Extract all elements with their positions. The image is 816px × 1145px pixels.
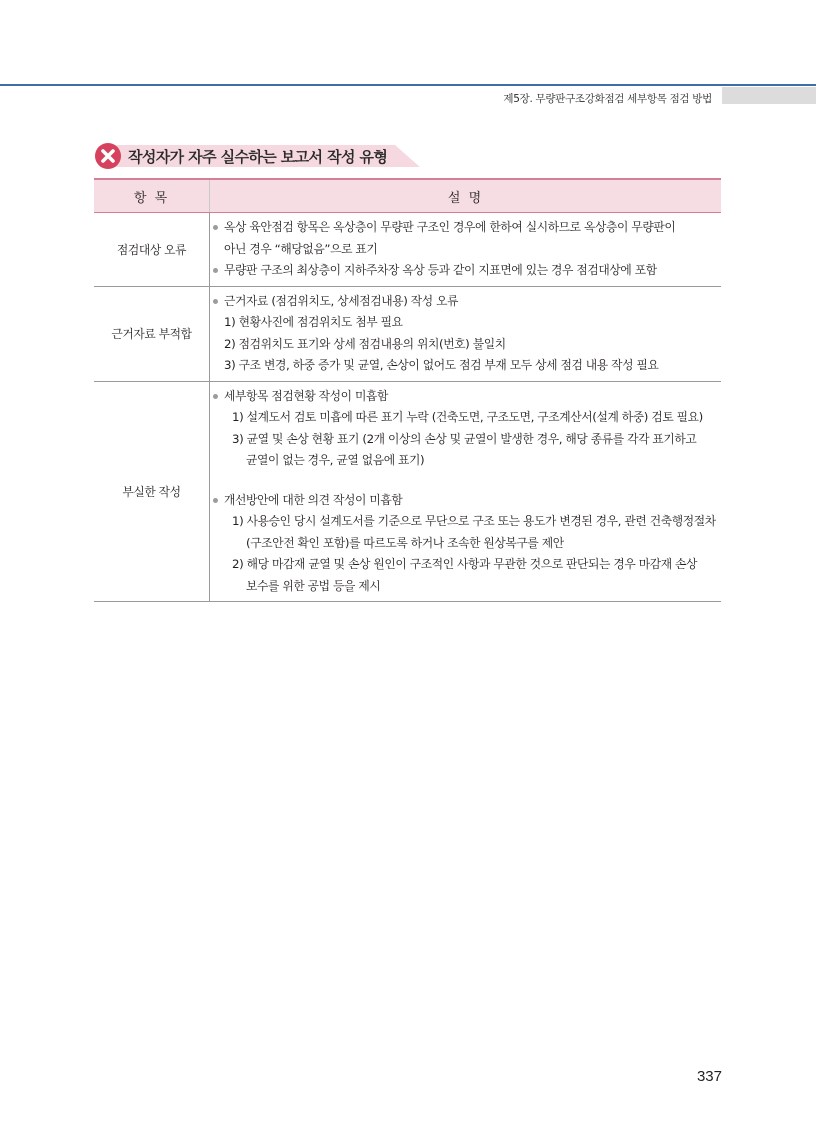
column-header-desc: 설 명 (210, 179, 722, 213)
table-row (94, 213, 721, 287)
numbered-line: 3) 구조 변경, 하중 증가 및 균열, 손상이 없어도 점검 부재 모두 상세 점검 내용 작성 필요 (224, 358, 659, 372)
bullet-line: 옥상 육안점검 항목은 옥상층이 무량판 구조인 경우에 한하여 실시하므로 옥상층이 무량판이 (210, 217, 721, 239)
page-number: 337 (696, 1068, 722, 1085)
column-header-item: 항 목 (94, 179, 210, 213)
x-circle-icon (94, 142, 122, 170)
bullet-line: 개선방안에 대한 의견 작성이 미흡함 (210, 490, 721, 512)
section-title: 작성자가 자주 실수하는 보고서 작성 유형 (128, 148, 388, 166)
spacer (210, 472, 721, 490)
running-header: 제5장. 무량판구조강화점검 세부항목 점검 방법 (503, 93, 712, 105)
numbered-line: 1) 사용승인 당시 설계도서를 기준으로 무단으로 구조 또는 용도가 변경된 경우, 관련 건축행정절차 (232, 514, 716, 528)
numbered-line: 3) 균열 및 손상 현황 표기 (2개 이상의 손상 및 균열이 발생한 경우, 해당 종류를 각각 표기하고 (232, 431, 697, 446)
header-tab (722, 87, 816, 104)
numbered-line: 1) 현황사진에 점검위치도 첨부 필요 (224, 315, 403, 329)
table-row (94, 381, 721, 602)
numbered-line: 1) 설계도서 검토 미흡에 따른 표기 누락 (건축도면, 구조도면, 구조계산서(설계 하중) 검토 필요) (232, 410, 703, 424)
numbered-line: 2) 점검위치도 표기와 상세 점검내용의 위치(번호) 불일치 (224, 336, 506, 351)
row-description (210, 286, 722, 381)
continuation-line: (구조안전 확인 포함)를 따르도록 하거나 조속한 원상복구를 제안 (246, 535, 564, 550)
section-heading (94, 142, 424, 170)
bullet-line: 무량판 구조의 최상층이 지하주차장 옥상 등과 같이 지표면에 있는 경우 점검대상에 포함 (210, 260, 721, 282)
report-error-table (94, 178, 721, 602)
continuation-line: 아닌 경우 “해당없음”으로 표기 (224, 241, 378, 256)
row-item-label: 근거자료 부적합 (94, 286, 210, 381)
row-description (210, 213, 722, 287)
bullet-line: 세부항목 점검현황 작성이 미흡함 (210, 386, 721, 408)
table-row (94, 286, 721, 381)
bullet-line: 근거자료 (점검위치도, 상세점검내용) 작성 오류 (210, 291, 721, 313)
row-item-label: 점검대상 오류 (94, 213, 210, 287)
row-item-label: 부실한 작성 (94, 381, 210, 602)
numbered-line: 2) 해당 마감재 균열 및 손상 원인이 구조적인 사항과 무관한 것으로 판단되는 경우 마감재 손상 (232, 557, 698, 571)
continuation-line: 균열이 없는 경우, 균열 없음에 표기) (246, 453, 425, 467)
continuation-line: 보수를 위한 공법 등을 제시 (246, 578, 381, 593)
row-description (210, 381, 722, 602)
table-header-row (94, 179, 721, 213)
header-rule (0, 84, 816, 86)
